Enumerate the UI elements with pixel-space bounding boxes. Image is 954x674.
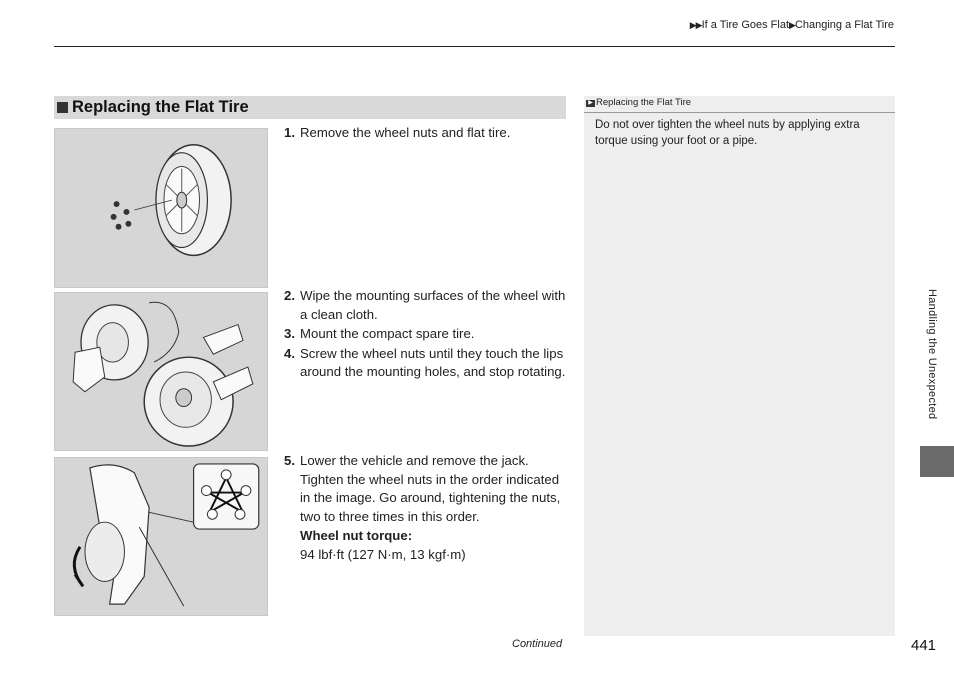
figure-tighten-order (54, 457, 268, 616)
breadcrumb (690, 19, 894, 31)
breadcrumb-item-changing[interactable]: Changing a Flat Tire (794, 19, 894, 31)
step-5: 5. Lower the vehicle and remove the jack. Tighten the wheel nuts in the order indicated in the image. Go around, tightening the nuts, two to three times in this order. Wheel nut torque: 94 lbf·ft (127 N·m, 13 kgf·m) (284, 452, 566, 564)
figure-remove-nuts (54, 128, 268, 288)
torque-value: 94 lbf·ft (127 N·m, 13 kgf·m) (300, 546, 466, 562)
figure-mount-spare (54, 292, 268, 451)
section-heading (54, 96, 566, 119)
note-heading (584, 96, 895, 113)
arrow-icon: ▶ (789, 20, 795, 30)
breadcrumb-item-flat-tire[interactable]: If a Tire Goes Flat (701, 19, 790, 31)
tire-nuts-illustration (55, 129, 267, 287)
note-panel (584, 96, 895, 636)
step-1: 1. Remove the wheel nuts and flat tire. (284, 125, 511, 140)
chapter-side-label[interactable]: Handling the Unexpected (926, 289, 938, 420)
section-title: Replacing the Flat Tire (72, 98, 249, 116)
tighten-illustration (55, 458, 267, 615)
mount-spare-illustration (55, 293, 267, 450)
note-body: Do not over tighten the wheel nuts by applying extra torque using your foot or a pipe. (595, 119, 860, 147)
page-number: 441 (911, 637, 937, 654)
double-arrow-icon: ▶▶ (689, 20, 702, 30)
header-rule (54, 46, 895, 47)
note-title: Replacing the Flat Tire (596, 97, 692, 108)
torque-label: Wheel nut torque: (300, 528, 413, 543)
chapter-tab[interactable] (920, 446, 954, 477)
continued-label: Continued (512, 638, 563, 650)
steps-2-4: 2. Wipe the mounting surfaces of the wheel with a clean cloth. 3. Mount the compact spare tire. 4. Screw the wheel nuts until they touch the lips around the mounting holes, and stop rotating. (284, 288, 566, 379)
square-bullet-icon (57, 102, 68, 113)
note-icon: ▶ (586, 100, 595, 107)
